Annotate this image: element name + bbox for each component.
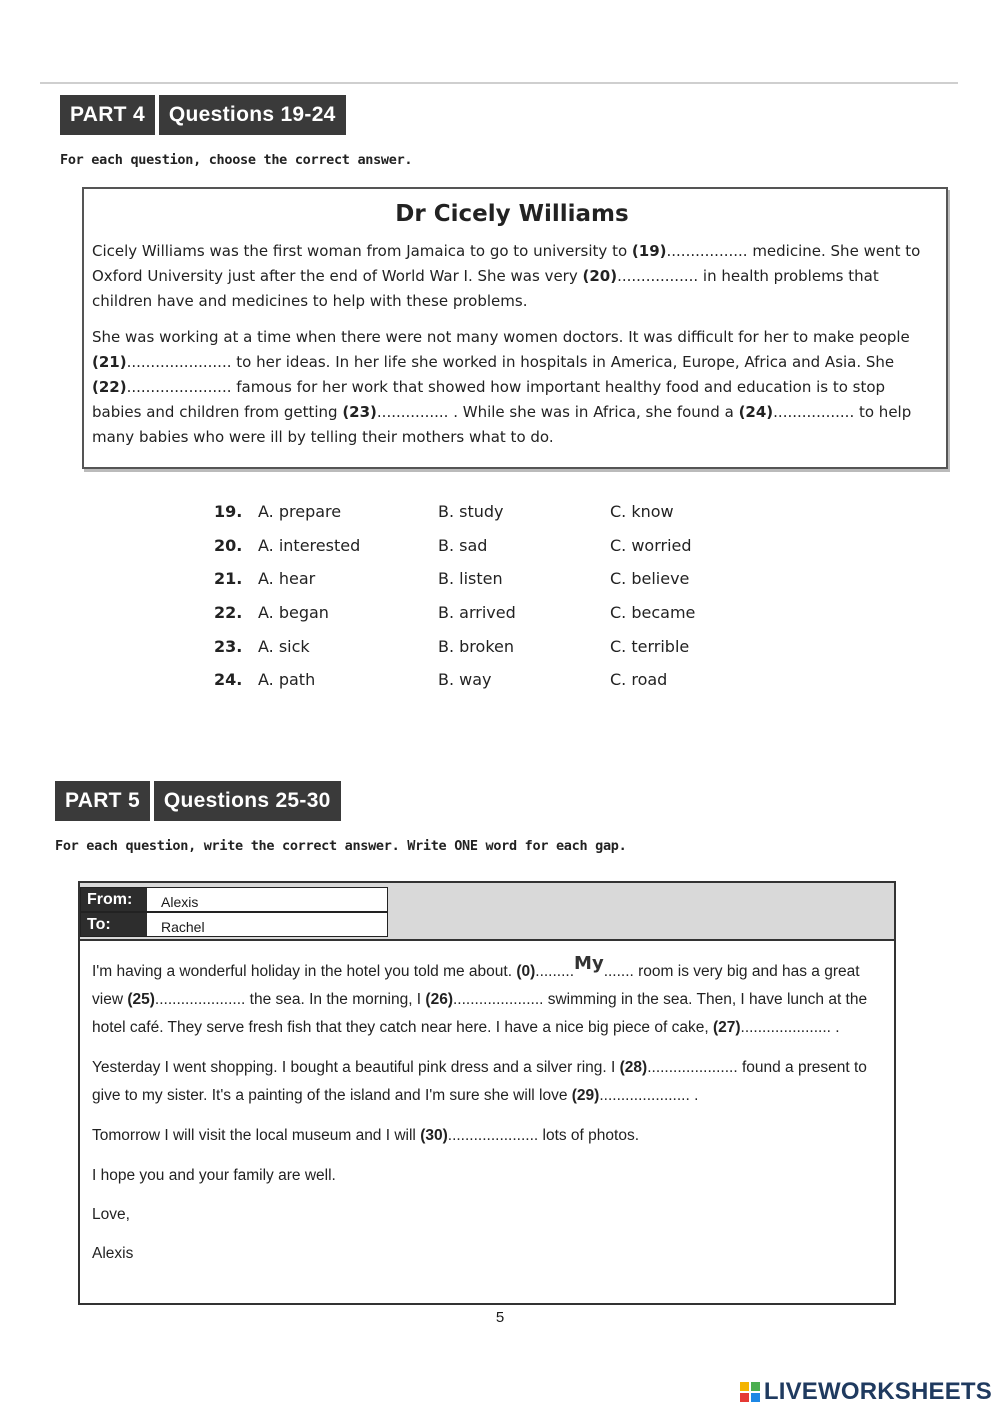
part-4-questions: Questions 19-24: [159, 95, 346, 135]
top-divider: [40, 82, 958, 84]
text: She was working at a time when there were not many women doctors. It was difficult for her to make people: [92, 328, 910, 346]
part-4-tag: PART 4: [60, 95, 155, 135]
option-a[interactable]: A. sick: [258, 636, 310, 656]
part-5-questions: Questions 25-30: [154, 781, 341, 821]
part-5-instruction: For each question, write the correct answer. Write ONE word for each gap.: [55, 838, 627, 854]
article-paragraph: [92, 239, 932, 314]
option-row: [214, 495, 774, 529]
gap-20[interactable]: (20): [582, 267, 618, 285]
email-body: [80, 941, 894, 1267]
text: Cicely Williams was the first woman from Jamaica to go to university to: [92, 242, 632, 260]
text: ................. in health problems that children have and medicines to help with these problems.: [92, 267, 879, 310]
email-header: [80, 883, 894, 941]
option-b[interactable]: B. arrived: [438, 603, 516, 623]
text: ................. to help many babies who were ill by telling their mothers what to do.: [92, 403, 912, 446]
gap-23[interactable]: (23): [342, 403, 377, 421]
question-number: 23.: [214, 636, 243, 656]
reading-passage: [82, 187, 948, 469]
question-number: 22.: [214, 603, 243, 623]
to-label: To:: [81, 913, 147, 936]
text: ............... . While she was in Africa, she found a: [376, 403, 739, 421]
liveworksheets-brand[interactable]: [740, 1378, 992, 1406]
option-row: [214, 663, 774, 697]
option-row: [214, 562, 774, 596]
text: ...................... famous for her work that showed how important healthy food and education is to stop babies and children from getting: [92, 378, 886, 421]
to-value: Rachel: [161, 919, 205, 935]
text: ....... room is very big and has a great view: [92, 963, 860, 1008]
part-5-tag: PART 5: [55, 781, 150, 821]
option-b[interactable]: B. study: [438, 502, 504, 522]
gap-26[interactable]: (26): [425, 991, 453, 1008]
gap-22[interactable]: (22): [92, 378, 127, 396]
email-signoff: Love,: [92, 1206, 130, 1223]
from-value: Alexis: [161, 894, 199, 910]
gap-21[interactable]: (21): [92, 353, 127, 371]
option-row: [214, 529, 774, 563]
logo-square: [740, 1393, 749, 1402]
text: ..................... lots of photos.: [447, 1127, 640, 1144]
gap-0: (0): [516, 963, 536, 980]
question-number: 20.: [214, 535, 243, 555]
to-row: [80, 912, 388, 937]
text: Yesterday I went shopping. I bought a beautiful pink dress and a silver ring. I: [92, 1059, 620, 1076]
gap-29[interactable]: (29): [571, 1087, 600, 1104]
option-a[interactable]: A. prepare: [258, 502, 342, 522]
option-c[interactable]: C. became: [610, 603, 696, 623]
text: ..................... .: [740, 1019, 840, 1036]
option-row: [214, 629, 774, 663]
text: ..................... swimming in the sea. Then, I have lunch at the hotel café. They serve fresh fish that they catch near here. I have a nice big piece of cake,: [92, 991, 868, 1036]
question-number: 24.: [214, 670, 243, 690]
text: ..................... the sea. In the morning, I: [154, 991, 426, 1008]
option-b[interactable]: B. sad: [438, 535, 488, 555]
option-a[interactable]: A. interested: [258, 535, 361, 555]
logo-square: [740, 1382, 749, 1391]
option-a[interactable]: A. path: [258, 670, 316, 690]
email-card: [78, 881, 896, 1305]
option-c[interactable]: C. worried: [610, 535, 692, 555]
liveworksheets-logo-icon: [740, 1382, 760, 1402]
option-a[interactable]: A. began: [258, 603, 329, 623]
gap-25[interactable]: (25): [127, 991, 155, 1008]
logo-square: [751, 1393, 760, 1402]
article-title: Dr Cicely Williams: [395, 201, 629, 227]
gap-28[interactable]: (28): [619, 1059, 648, 1076]
text: ..................... .: [599, 1087, 699, 1104]
text: .........: [535, 963, 575, 980]
part-4-banner: [60, 95, 346, 135]
option-c[interactable]: C. terrible: [610, 636, 690, 656]
option-row: [214, 596, 774, 630]
email-closing: I hope you and your family are well.: [92, 1167, 336, 1184]
gap-19[interactable]: (19): [631, 242, 667, 260]
gap-27[interactable]: (27): [712, 1019, 741, 1036]
gap-24[interactable]: (24): [738, 403, 774, 421]
part-5-banner: [55, 781, 341, 821]
option-b[interactable]: B. broken: [438, 636, 514, 656]
option-c[interactable]: C. believe: [610, 569, 690, 589]
example-answer: My: [574, 953, 604, 974]
from-row: [80, 887, 388, 912]
question-number: 19.: [214, 502, 243, 522]
option-c[interactable]: C. road: [610, 670, 668, 690]
logo-square: [751, 1382, 760, 1391]
text: ..................... found a present to give to my sister. It's a painting of the island and I'm sure she will love: [92, 1059, 867, 1104]
gap-30[interactable]: (30): [420, 1127, 448, 1144]
email-paragraph: [92, 1054, 882, 1110]
article-paragraph: [92, 325, 932, 450]
email-paragraph: [92, 953, 882, 1042]
from-label: From:: [81, 888, 147, 911]
question-number: 21.: [214, 569, 243, 589]
option-c[interactable]: C. know: [610, 502, 674, 522]
option-b[interactable]: B. way: [438, 670, 492, 690]
page-number: 5: [495, 1309, 505, 1326]
text: I'm having a wonderful holiday in the hotel you told me about.: [92, 963, 517, 980]
option-b[interactable]: B. listen: [438, 569, 503, 589]
text: ................. medicine. She went to Oxford University just after the end of World War I. She was very: [92, 242, 921, 285]
email-signature: Alexis: [92, 1245, 134, 1262]
text: ...................... to her ideas. In her life she worked in hospitals in America, Europe, Africa and Asia. She: [126, 353, 895, 371]
text: Tomorrow I will visit the local museum and I will: [92, 1127, 421, 1144]
option-a[interactable]: A. hear: [258, 569, 316, 589]
part-4-instruction: For each question, choose the correct answer.: [60, 152, 413, 168]
answer-options: [214, 495, 774, 697]
brand-name: LIVEWORKSHEETS: [763, 1378, 992, 1405]
email-paragraph: [92, 1122, 882, 1150]
